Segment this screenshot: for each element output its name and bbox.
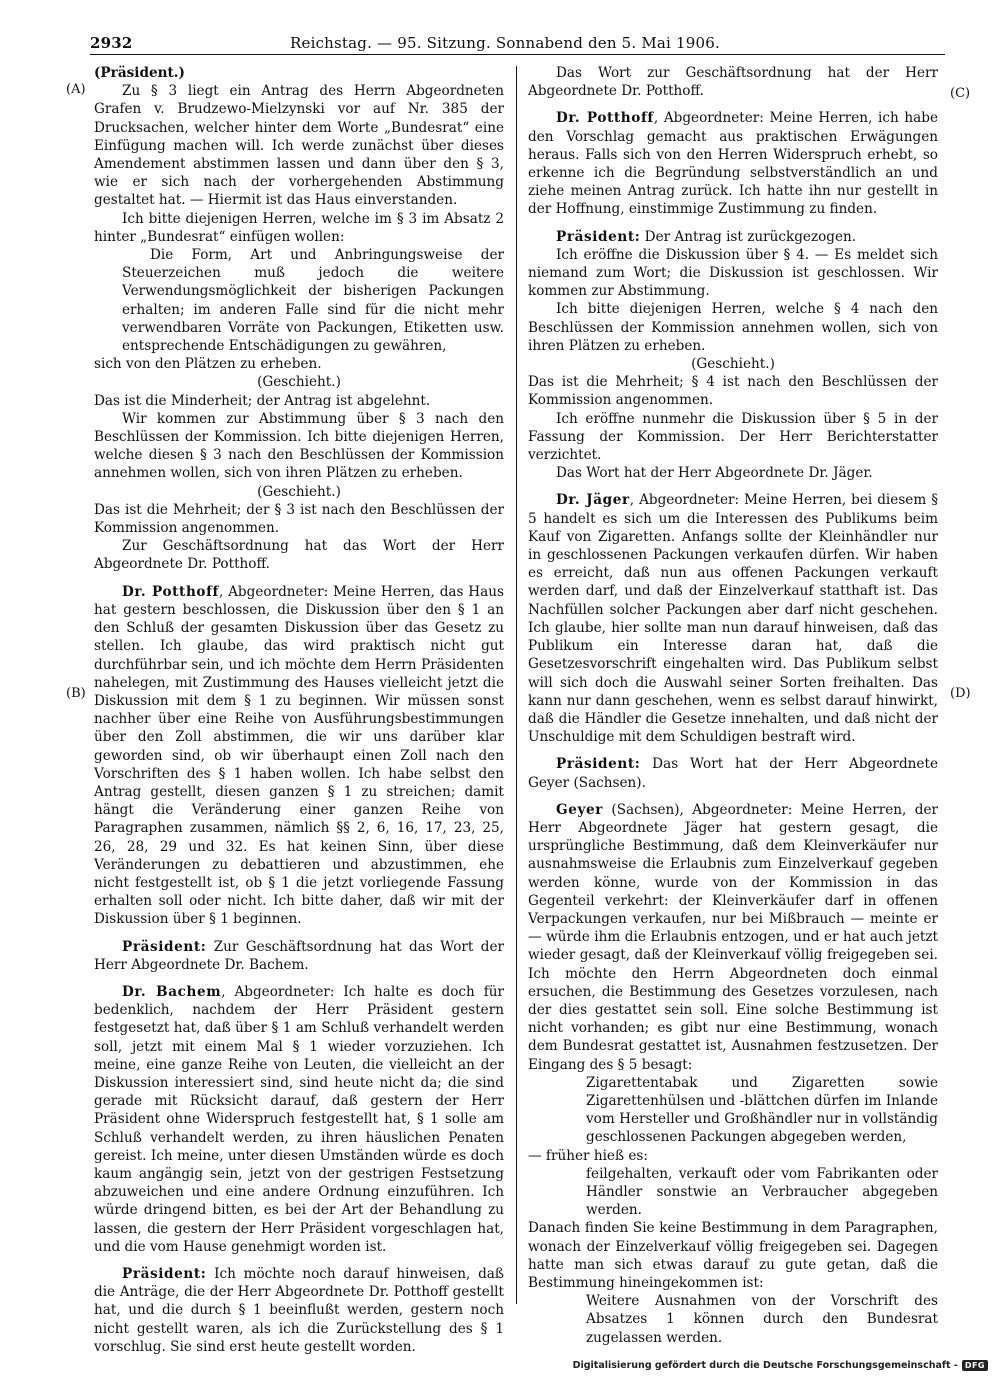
margin-mark-d: (D) (950, 686, 971, 701)
paragraph: Das ist die Minderheit; der Antrag ist abgelehnt. (94, 392, 431, 409)
speaker-name: Dr. Potthoff (122, 583, 219, 600)
speaker-continuation: (Präsident.) (94, 65, 185, 81)
speech-text: , Abgeordneter: Ich halte es doch für bedenklich, nachdem der Herr Präsident gestern festgesetzt hat, daß über § 1 am Schluß verhandelt werden soll, jetzt mit einem Mal § 1 wieder vorzuziehen. Ich meine, eine ganze Reihe von Leuten, die vielleicht an der Diskussion interessiert sind, sind heute nicht da; die sind gerade mit Rücksicht darauf, daß gestern der Herr Präsident ohne Widerspruch festgestellt hat, § 1 solle am Schluß verhandelt werden, zu ihren häuslichen Penaten gereist. Ich meine, unter diesen Umständen würde es doch kaum angängig sein, jetzt von der gestrigen Festsetzung abzuweichen und eine andere Ordnung einzuführen. Ich würde dringend bitten, es bei der Art der Behandlung zu lassen, die gestern der Herr Präsident vorgeschlagen hat, und die vom Hause genehmigt worden ist. (94, 983, 504, 1255)
speaker-name: Präsident: (556, 228, 641, 245)
speaker-name: Dr. Jäger (556, 492, 630, 509)
quoted-law-text: Weitere Ausnahmen von der Vorschrift des Absatzes 1 können durch den Bundesrat zugelassen werden. (586, 1293, 938, 1346)
stage-direction: (Geschieht.) (257, 483, 341, 500)
speech-potthoff (528, 109, 938, 218)
paragraph: Wir kommen zur Abstimmung über § 3 nach den Beschlüssen der Kommission. Ich bitte diejenigen Herren, welche diesen § 3 nach den Beschlüssen der Kommission annehmen wollen, sich von ihren Plätzen zu erheben. (94, 410, 504, 482)
running-title: Reichstag. — 95. Sitzung. Sonnabend den 5. Mai 1906. (290, 34, 720, 52)
speech-text: Ich möchte noch darauf hinweisen, daß die Anträge, die der Herr Abgeordnete Dr. Potthoff gestellt hat, und die durch § 1 beeinflußt werden, gestern noch nicht gestellt waren, als ich die Zurückstellung des § 1 vorschlug. Sie sind erst heute gestellt worden. (94, 1266, 504, 1355)
paragraph: Ich bitte diejenigen Herren, welche im § 3 im Absatz 2 hinter „Bundesrat“ einfügen wollen: (94, 210, 504, 245)
speaker-name: Dr. Bachem (122, 983, 222, 1000)
speech-jaeger (528, 491, 938, 746)
speech-president (528, 755, 938, 791)
margin-mark-b: (B) (66, 686, 86, 701)
column-divider (516, 66, 517, 1304)
paragraph: Das ist die Mehrheit; § 4 ist nach den Beschlüssen der Kommission angenommen. (528, 374, 938, 409)
speaker-name: Dr. Potthoff (556, 110, 654, 127)
speech-text: Der Antrag ist zurückgezogen. (640, 228, 857, 245)
left-column (94, 64, 504, 1356)
speech-text: Das Wort hat der Herr Abgeordnete Geyer (Sachsen). (528, 756, 938, 791)
paragraph: Ich eröffne nunmehr die Diskussion über § 5 in der Fassung der Kommission. Der Herr Berichterstatter verzichtet. (528, 410, 938, 464)
speech-president (94, 938, 504, 974)
header-rule (90, 54, 945, 55)
paragraph: Ich bitte diejenigen Herren, welche § 4 nach den Beschlüssen der Kommission annehmen wollen, sich von ihren Plätzen zu erheben. (528, 301, 938, 354)
speaker-name: Präsident: (122, 1266, 207, 1282)
quoted-law-text: feilgehalten, verkauft oder vom Fabrikanten oder Händler sonstwie an Verbraucher abgegeben werden. (586, 1165, 938, 1219)
paragraph: Zu § 3 liegt ein Antrag des Herrn Abgeordneten Grafen v. Brudzewo-Mielzynski vor auf Nr. 385 der Drucksachen, welcher hinter dem Worte „Bundesrat“ eine Einfügung machen will. Ich werde zunächst über dieses Amendement abstimmen lassen und dann über den § 3, wie er sich nach der vorhergehenden Abstimmung gestaltet hat. — Hiermit ist das Haus einverstanden. (94, 83, 504, 209)
paragraph: Ich eröffne die Diskussion über § 4. — Es meldet sich niemand zum Wort; die Diskussion ist geschlossen. Wir kommen zur Abstimmung. (528, 246, 938, 300)
page-number: 2932 (90, 34, 133, 52)
speech-text: , Abgeordneter: Meine Herren, das Haus hat gestern beschlossen, die Diskussion über den § 1 an den Schluß der gesamten Diskussion über das Gesetz zu stellen. Ich glaube, das wird praktisch nicht gut durchführbar sein, und ich möchte dem Herrn Präsidenten nahelegen, mit Zustimmung des Hauses vielleicht jetzt die Diskussion mit dem § 1 zu beginnen. Wir müssen sonst nachher über eine Reihe von Ausführungsbestimmungen über den Zoll abstimmen, die wir uns darüber klar geworden sind, ob wir überhaupt einen Zoll nach den Vorschriften des § 1 haben wollen. Ich habe selbst den Antrag gestellt, diesen ganzen § 1 zu streichen; damit hängt die Veränderung einer ganzen Reihe von Paragraphen zusammen, nämlich §§ 2, 6, 16, 17, 23, 25, 26, 28, 29 und 32. Es hat keinen Sinn, über diese Veränderungen zu debattieren und abzustimmen, ehe nicht festgestellt ist, ob § 1 die jetzt vorliegende Fassung erhalten soll oder nicht. Ich bitte daher, daß wir mit der Diskussion über § 1 beginnen. (94, 583, 504, 928)
speech-president (528, 228, 938, 246)
footer-text: Digitalisierung gefördert durch die Deutsche Forschungsgemeinschaft - (572, 1360, 958, 1371)
paragraph: Danach finden Sie keine Bestimmung in dem Paragraphen, wonach der Einzelverkauf völlig freigegeben sei. Dagegen hatte man sich etwas darauf zu gute getan, daß die Bestimmung hineingekommen ist: (528, 1220, 938, 1291)
digitization-footer (573, 1360, 988, 1371)
quoted-amendment: Die Form, Art und Anbringungsweise der Steuerzeichen muß jedoch die weitere Verwendungsmöglichkeit der bisherigen Packungen erhalten; im anderen Falle sind für die nicht mehr verwendbaren Vorräte von Packungen, Etiketten usw. entsprechende Entschädigungen zu gewähren, (122, 247, 504, 355)
stage-direction: (Geschieht.) (691, 356, 775, 373)
dfg-logo-icon: DFG (962, 1360, 988, 1371)
quoted-law-text: Zigarettentabak und Zigaretten sowie Zigarettenhülsen und -blättchen dürfen im Inlande vom Hersteller und Großhändler nur in vollständig geschlossenen Packungen abgegeben werden, (586, 1074, 938, 1146)
paragraph: Das ist die Mehrheit; der § 3 ist nach den Beschlüssen der Kommission angenommen. (94, 501, 504, 537)
speaker-name: Präsident: (122, 938, 207, 955)
right-column (528, 64, 938, 1347)
speech-text: , Abgeordneter: Meine Herren, ich habe den Vorschlag gemacht aus praktischen Erwägungen heraus. Falls sich von den Herren Widerspruch erhebt, so erkenne ich die Begründung selbstverständlich an und ziehe meinen Antrag zurück. Ich hatte ihn nur gestellt in der Hoffnung, einstimmige Zustimmung zu finden. (528, 110, 938, 218)
speech-text: , Abgeordneter: Meine Herren, bei diesem § 5 handelt es sich um die Interessen des Publikums beim Kauf von Zigaretten. Anfangs sollte der Kleinhändler nur in geschlossenen Packungen verkaufen dürfen. Wir haben es erreicht, daß nun aus offenen Packungen verkauft werden darf, und daß der Einzelverkauf statthaft ist. Das Nachfüllen solcher Packungen aber darf nicht geschehen. Ich glaube, hier sollte man nun darauf hinweisen, daß das Publikum ein Interesse daran hat, daß die Gesetzesvorschrift eingehalten wird. Das Publikum selbst will sich doch die Auswahl seiner Sorten freihalten. Das kann nur dann geschehen, wenn es selbst darauf hinwirkt, daß die Händler die Gesetze innehalten, und daß nicht der Unschuldige mit dem Schuldigen bestraft wird. (528, 492, 938, 746)
paragraph: — früher hieß es: (528, 1147, 648, 1164)
paragraph: Das Wort hat der Herr Abgeordnete Dr. Jäger. (556, 465, 873, 482)
speech-text: Zur Geschäftsordnung hat das Wort der Herr Abgeordnete Dr. Bachem. (94, 938, 504, 973)
speech-text: (Sachsen), Abgeordneter: Meine Herren, der Herr Abgeordnete Jäger hat gestern gesagt, die ursprüngliche Bestimmung, daß dem Kleinverkäufer nur ausnahmsweise die Erlaubnis zum Einzelverkauf gegeben werden könne, wurde von der Kommission in das Gegenteil verkehrt: der Kleinverkäufer darf in offenen Verpackungen verkaufen, nur bei Mißbrauch — meinte er — würde ihm die Erlaubnis entzogen, und er hat auch jetzt wieder gesagt, daß der Kleinverkauf völlig freigegeben sei. Ich möchte den Herrn Abgeordneten doch einmal ersuchen, die Bestimmung des Gesetzes vorzulesen, nach der dies gestattet sein soll. Eine solche Bestimmung ist nicht vorhanden; es gibt nur eine Bestimmung, wonach dem Bundesrat gestattet ist, Ausnahmen festzusetzen. Der Eingang des § 5 besagt: (528, 801, 938, 1073)
speech-president (94, 1265, 504, 1356)
speech-geyer (528, 801, 938, 1074)
stage-direction: (Geschieht.) (257, 374, 341, 391)
speech-bachem (94, 983, 504, 1256)
paragraph: Das Wort zur Geschäftsordnung hat der Herr Abgeordnete Dr. Potthoff. (528, 65, 938, 100)
margin-mark-a: (A) (66, 82, 86, 97)
speech-potthoff (94, 583, 504, 929)
margin-mark-c: (C) (950, 86, 971, 101)
paragraph: sich von den Plätzen zu erheben. (94, 356, 322, 373)
speaker-name: Geyer (556, 801, 603, 818)
paragraph: Zur Geschäftsordnung hat das Wort der Herr Abgeordnete Dr. Potthoff. (94, 538, 504, 573)
speaker-name: Präsident: (556, 756, 641, 773)
